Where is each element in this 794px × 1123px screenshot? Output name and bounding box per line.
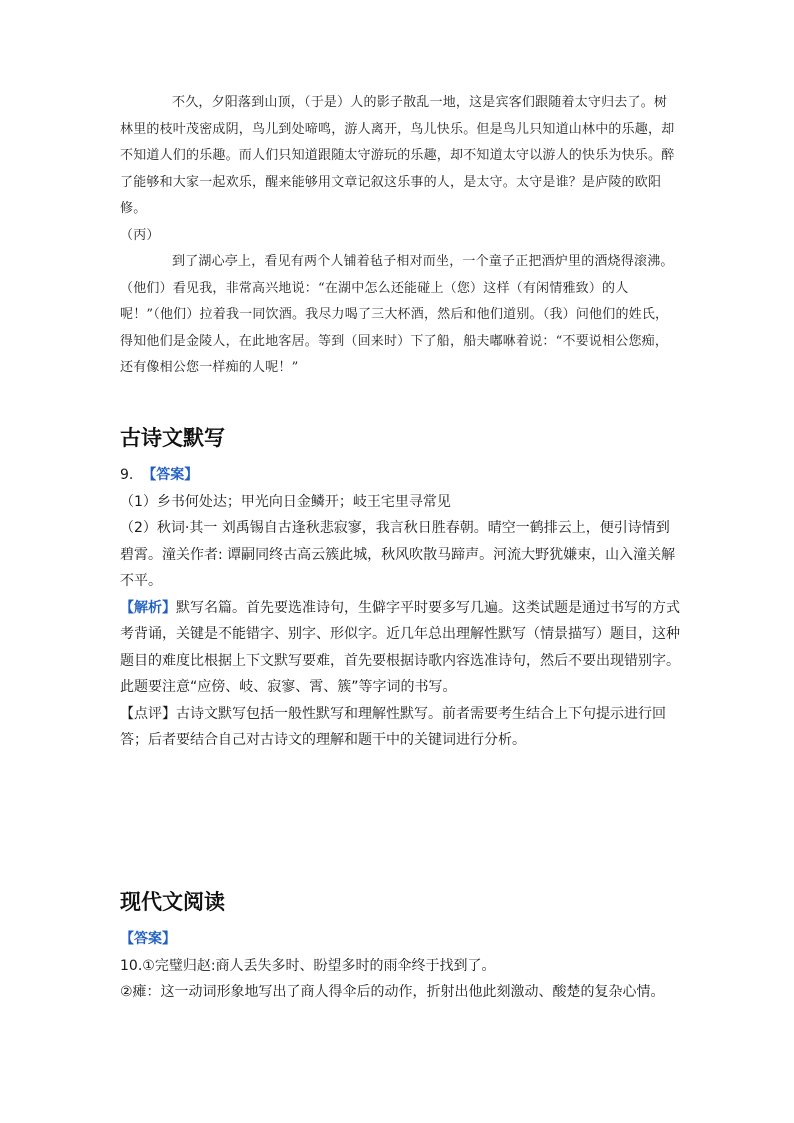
question-number: 9. <box>120 467 134 483</box>
question-9-answer-line <box>120 462 680 489</box>
answer-10-line-1: 10.①完璧归赵:商人丢失多时、盼望多时的雨伞终于找到了。 <box>120 957 496 974</box>
analysis-text: 默写名篇。首先要选准诗句，生僻字平时要多写几遍。这类试题是通过书写的方式考背诵，关键是不能错字、别字、形似字。近几年总出理解性默写（情景描写）题目，这种题目的难度比根据上下文默写要难，首先要根据诗歌内容选准诗句，然后不要出现错别字。此题要注意“应傍、岐、寂寥、霄、簇”等字词的书写。 <box>120 599 680 695</box>
answer-10-line-2: ②瘫：这一动词形象地写出了商人得伞后的动作，折射出他此刻激动、酸楚的复杂心情。 <box>120 984 665 1000</box>
analysis-tag: 【解析】 <box>120 599 176 616</box>
section-poetry-dictation <box>120 462 680 754</box>
answer-line-2: （2）秋词·其一 刘禹锡自古逢秋悲寂寥，我言秋日胜春朝。晴空一鹤排云上，便引诗情到碧霄。潼关作者: 谭嗣同终古高云簇此城，秋风吹散马蹄声。河流大野犹嫌束，山入潼关解不平。 <box>120 520 676 589</box>
comment-tag: 【点评】 <box>120 705 176 722</box>
section-modern-reading <box>120 926 680 1006</box>
translation-paragraph-2: 到了湖心亭上，看见有两个人铺着毡子相对而坐，一个童子正把酒炉里的酒烧得滚沸。（他们）看见我，非常高兴地说：“在湖中怎么还能碰上（您）这样（有闲情雅致）的人呢！”（他们）拉着我一同饮酒。我尽力喝了三大杯酒，然后和他们道别。（我）问他们的姓氏，得知他们是金陵人，在此地客居。等到（回来时）下了船，船夫嘟咻着说：“不要说相公您痴，还有像相公您一样痴的人呢！” <box>120 254 674 375</box>
answer-tag: 【答案】 <box>142 467 199 483</box>
translation-paragraph-1: 不久，夕阳落到山顶，（于是）人的影子散乱一地，这是宾客们跟随着太守归去了。树林里的枝叶茂密成阴，鸟儿到处啼鸣，游人离开，鸟儿快乐。但是鸟儿只知道山林中的乐趣，却不知道人们的乐趣。而人们只知道跟随太守游玩的乐趣，却不知道太守以游人的快乐为快乐。醉了能够和大家一起欢乐，醒来能够用文章记叙这乐事的人，是太守。太守是谁？是庐陵的欧阳修。 <box>120 95 675 216</box>
answer-tag-line <box>120 926 680 953</box>
analysis-paragraph <box>120 595 680 701</box>
answer-tag: 【答案】 <box>120 931 176 947</box>
section-label-bing: （丙） <box>120 227 160 243</box>
section-title-poetry-dictation: 古诗文默写 <box>120 425 225 450</box>
translation-block <box>120 90 680 382</box>
section-title-modern-reading: 现代文阅读 <box>120 889 225 914</box>
answer-line-1: （1）乡书何处达；甲光向日金鳞开；岐王宅里寻常见 <box>120 493 451 510</box>
comment-paragraph <box>120 701 680 754</box>
comment-text: 古诗文默写包括一般性默写和理解性默写。前者需要考生结合上下句提示进行回答；后者要结合自己对古诗文的理解和题干中的关键词进行分析。 <box>120 705 666 748</box>
